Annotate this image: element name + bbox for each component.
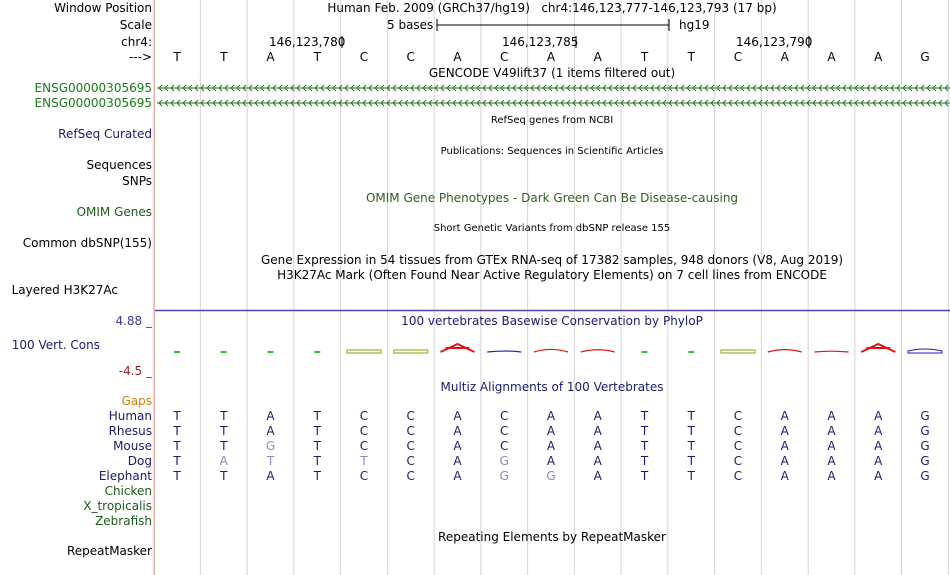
- alignment-base: G: [920, 424, 930, 438]
- alignment-base: T: [266, 454, 275, 468]
- alignment-base: A: [453, 469, 462, 483]
- snps-label[interactable]: SNPs: [122, 174, 152, 188]
- phylop-label[interactable]: 100 Vert. Cons: [11, 338, 100, 352]
- alignment-base: T: [640, 469, 649, 483]
- alignment-base: C: [733, 454, 743, 468]
- gencode-feature[interactable]: [157, 100, 950, 106]
- reference-base: T: [640, 50, 649, 64]
- alignment-base: C: [359, 439, 369, 453]
- alignment-base: C: [359, 424, 369, 438]
- reference-base: A: [827, 50, 836, 64]
- alignment-base: G: [920, 454, 930, 468]
- reference-base: A: [453, 50, 462, 64]
- alignment-base: C: [406, 454, 415, 468]
- alignment-base: C: [733, 424, 743, 438]
- strand-label: --->: [128, 50, 152, 64]
- window-position-label: Window Position: [54, 1, 152, 15]
- alignment-base: A: [546, 454, 556, 468]
- alignment-base: T: [360, 454, 368, 468]
- phylop-score-mark: [581, 350, 615, 352]
- phylop-max-label: 4.88 _: [115, 314, 152, 328]
- species-label: Zebrafish: [95, 514, 152, 528]
- alignment-base: G: [920, 439, 930, 453]
- repeatmasker-label[interactable]: RepeatMasker: [66, 544, 152, 558]
- alignment-base: A: [874, 469, 883, 483]
- refseq-label[interactable]: RefSeq Curated: [58, 127, 152, 141]
- alignment-base: C: [406, 469, 415, 483]
- alignment-base: C: [500, 409, 509, 423]
- alignment-base: A: [780, 454, 789, 468]
- alignment-base: T: [220, 469, 228, 483]
- alignment-base: C: [406, 424, 415, 438]
- alignment-base: C: [500, 439, 509, 453]
- alignment-base: C: [733, 469, 743, 483]
- reference-base: C: [733, 50, 743, 64]
- alignment-base: C: [500, 424, 509, 438]
- alignment-base: A: [453, 454, 462, 468]
- alignment-base: T: [173, 439, 181, 453]
- species-label: Mouse: [113, 439, 152, 453]
- phylop-score-mark: [268, 351, 274, 353]
- alignment-base: A: [546, 439, 556, 453]
- alignment-base: G: [265, 439, 276, 453]
- publications-title: Publications: Sequences in Scientific Articles: [440, 146, 664, 157]
- gaps-label: Gaps: [121, 394, 152, 408]
- phylop-score-mark: [815, 351, 849, 352]
- alignment-base: A: [827, 424, 836, 438]
- phylop-score-mark: [441, 344, 475, 352]
- phylop-score-mark: [688, 351, 694, 353]
- alignment-base: A: [780, 424, 789, 438]
- alignment-base: A: [874, 439, 883, 453]
- species-label: Rhesus: [108, 424, 152, 438]
- gencode-item-label-2[interactable]: ENSG00000305695: [34, 96, 152, 110]
- alignment-base: A: [827, 439, 836, 453]
- alignment-base: G: [920, 469, 930, 483]
- phylop-score-mark: [394, 350, 428, 353]
- reference-base: T: [313, 50, 321, 64]
- alignment-base: C: [359, 409, 369, 423]
- reference-base: A: [874, 50, 883, 64]
- alignment-base: A: [266, 409, 275, 423]
- alignment-base: C: [733, 439, 743, 453]
- alignment-base: A: [453, 409, 462, 423]
- reference-base: G: [920, 50, 930, 64]
- scale-text: 5 bases: [387, 18, 434, 32]
- h3k27ac-label[interactable]: Layered H3K27Ac: [11, 283, 118, 297]
- alignment-base: A: [593, 439, 602, 453]
- alignment-base: T: [640, 409, 649, 423]
- gencode-item-label-1[interactable]: ENSG00000305695: [34, 81, 152, 95]
- reference-base: T: [173, 50, 181, 64]
- h3k27ac-title: H3K27Ac Mark (Often Found Near Active Regulatory Elements) on 7 cell lines from ENCODE: [277, 268, 827, 282]
- alignment-base: T: [220, 439, 228, 453]
- phylop-score-mark: [908, 349, 942, 353]
- alignment-base: A: [827, 469, 836, 483]
- gencode-title: GENCODE V49lift37 (1 items filtered out): [428, 66, 676, 80]
- alignment-base: T: [687, 424, 695, 438]
- alignment-base: T: [687, 469, 695, 483]
- phylop-score-mark: [721, 350, 755, 353]
- species-label: X_tropicalis: [83, 499, 152, 513]
- alignment-base: T: [173, 469, 181, 483]
- alignment-base: A: [827, 454, 836, 468]
- reference-base: T: [687, 50, 695, 64]
- alignment-base: G: [546, 469, 556, 483]
- alignment-base: A: [780, 439, 789, 453]
- dbsnp-title: Short Genetic Variants from dbSNP release 155: [433, 223, 671, 234]
- scale-assembly: hg19: [679, 18, 710, 32]
- species-label: Elephant: [98, 469, 152, 483]
- alignment-base: T: [220, 409, 228, 423]
- alignment-base: A: [780, 469, 789, 483]
- alignment-base: A: [266, 424, 275, 438]
- alignment-base: T: [687, 409, 695, 423]
- ruler-tick-2: 146,123,785: [502, 35, 579, 49]
- gtex-title: Gene Expression in 54 tissues from GTEx RNA-seq of 17382 samples, 948 donors (V8, Aug 2019): [260, 253, 844, 267]
- alignment-base: A: [453, 424, 462, 438]
- alignment-base: T: [640, 439, 649, 453]
- alignment-base: A: [266, 469, 275, 483]
- reference-base: T: [220, 50, 228, 64]
- phylop-score-mark: [534, 349, 568, 352]
- reference-base: A: [546, 50, 556, 64]
- species-label: Dog: [127, 454, 152, 468]
- phylop-title: 100 vertebrates Basewise Conservation by PhyloP: [401, 314, 703, 328]
- alignment-base: T: [313, 439, 321, 453]
- alignment-base: T: [313, 424, 321, 438]
- sequences-label[interactable]: Sequences: [86, 158, 152, 172]
- phylop-score-mark: [642, 351, 648, 353]
- alignment-base: A: [593, 469, 602, 483]
- alignment-base: T: [687, 439, 695, 453]
- ruler-tick-3: 146,123,790: [736, 35, 813, 49]
- reference-base: C: [500, 50, 509, 64]
- phylop-min-label: -4.5 _: [118, 364, 152, 378]
- alignment-base: A: [219, 454, 228, 468]
- alignment-base: A: [593, 454, 602, 468]
- refseq-title: RefSeq genes from NCBI: [490, 115, 614, 126]
- reference-base: C: [406, 50, 415, 64]
- species-label: Human: [108, 409, 152, 423]
- alignment-base: A: [874, 409, 883, 423]
- omim-label[interactable]: OMIM Genes: [76, 205, 152, 219]
- phylop-score-mark: [768, 350, 802, 352]
- alignment-base: A: [827, 409, 836, 423]
- alignment-base: A: [780, 409, 789, 423]
- alignment-base: G: [920, 409, 930, 423]
- species-label: Chicken: [104, 484, 152, 498]
- alignment-base: T: [687, 454, 695, 468]
- alignment-base: A: [453, 439, 462, 453]
- phylop-score-mark: [347, 350, 381, 353]
- phylop-score-mark: [861, 344, 895, 352]
- omim-title: OMIM Gene Phenotypes - Dark Green Can Be Disease-causing: [365, 191, 739, 205]
- alignment-base: T: [640, 424, 649, 438]
- phylop-score-mark: [314, 351, 320, 353]
- gencode-feature[interactable]: [157, 85, 950, 91]
- alignment-base: G: [499, 454, 509, 468]
- scale-label: Scale: [119, 18, 152, 32]
- alignment-base: T: [313, 409, 321, 423]
- alignment-base: A: [874, 424, 883, 438]
- phylop-score-mark: [174, 351, 180, 353]
- alignment-base: A: [593, 424, 602, 438]
- reference-base: A: [780, 50, 789, 64]
- alignment-base: C: [406, 439, 415, 453]
- phylop-score-mark: [221, 351, 227, 353]
- alignment-base: C: [406, 409, 415, 423]
- alignment-base: T: [173, 424, 181, 438]
- reference-base: C: [359, 50, 369, 64]
- alignment-base: T: [640, 454, 649, 468]
- alignment-base: T: [220, 424, 228, 438]
- alignment-base: A: [874, 454, 883, 468]
- alignment-base: T: [173, 409, 181, 423]
- alignment-base: C: [359, 469, 369, 483]
- dbsnp-label[interactable]: Common dbSNP(155): [22, 236, 152, 250]
- alignment-base: A: [546, 424, 556, 438]
- alignment-base: T: [173, 454, 181, 468]
- phylop-score-mark: [487, 351, 521, 352]
- window-position-text: Human Feb. 2009 (GRCh37/hg19) chr4:146,123,777-146,123,793 (17 bp): [327, 1, 777, 15]
- alignment-base: T: [313, 469, 321, 483]
- alignment-base: A: [546, 409, 556, 423]
- alignment-base: G: [499, 469, 509, 483]
- chrom-label: chr4:: [121, 35, 152, 49]
- alignment-base: C: [733, 409, 743, 423]
- reference-base: A: [266, 50, 275, 64]
- ruler-tick-1: 146,123,780: [269, 35, 346, 49]
- reference-base: A: [593, 50, 602, 64]
- alignment-base: T: [313, 454, 321, 468]
- repeatmasker-title: Repeating Elements by RepeatMasker: [438, 530, 666, 544]
- alignment-base: A: [593, 409, 602, 423]
- multiz-title: Multiz Alignments of 100 Vertebrates: [440, 380, 664, 394]
